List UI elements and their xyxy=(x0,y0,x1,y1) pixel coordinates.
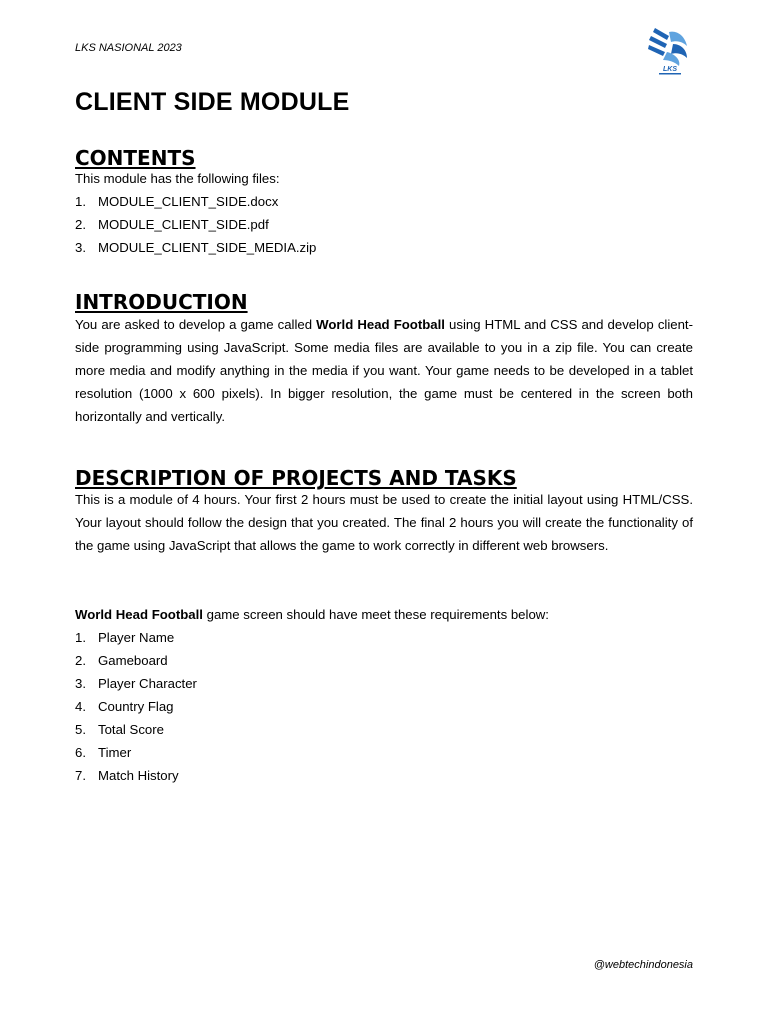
list-item-text: Match History xyxy=(98,768,179,783)
list-number: 5. xyxy=(75,722,86,737)
lks-logo xyxy=(645,22,695,76)
page-title: CLIENT SIDE MODULE xyxy=(75,88,350,116)
intro-game-name: World Head Football xyxy=(316,317,445,332)
req-game-name: World Head Football xyxy=(75,607,203,622)
intro-text-before: You are asked to develop a game called xyxy=(75,317,317,332)
list-number: 3. xyxy=(75,240,86,255)
requirement-item xyxy=(75,764,197,787)
list-item-text: MODULE_CLIENT_SIDE_MEDIA.zip xyxy=(98,240,317,255)
requirement-item xyxy=(75,649,197,672)
intro-text-after: using HTML and CSS and develop client-side programming using JavaScript. Some media files are available to you in a zip file. You can create more media and modify anything in the media if you want. Your game needs to be developed in a tablet resolution (1000 x 600 pixels). In bigger resolution, the game must be centered in the screen both horizontally and vertically. xyxy=(75,317,693,424)
file-list xyxy=(75,190,316,259)
list-number: 4. xyxy=(75,699,86,714)
list-item-text: Player Name xyxy=(98,630,175,645)
introduction-paragraph xyxy=(75,313,693,428)
list-item-text: MODULE_CLIENT_SIDE.pdf xyxy=(98,217,269,232)
list-number: 2. xyxy=(75,217,86,232)
requirement-item xyxy=(75,695,197,718)
list-number: 6. xyxy=(75,745,86,760)
requirements-intro xyxy=(75,603,693,626)
req-text: game screen should have meet these requirements below: xyxy=(202,607,549,622)
description-heading: DESCRIPTION OF PROJECTS AND TASKS xyxy=(75,466,517,490)
logo-text: LKS xyxy=(663,66,677,73)
list-item-text: Player Character xyxy=(98,676,197,691)
contents-heading: CONTENTS xyxy=(75,146,196,170)
requirement-item xyxy=(75,626,197,649)
requirements-list xyxy=(75,626,197,787)
file-list-item xyxy=(75,190,316,213)
file-list-item xyxy=(75,236,316,259)
file-list-item xyxy=(75,213,316,236)
introduction-heading: INTRODUCTION xyxy=(75,290,248,314)
list-number: 1. xyxy=(75,194,86,209)
list-item-text: MODULE_CLIENT_SIDE.docx xyxy=(98,194,279,209)
description-paragraph: This is a module of 4 hours. Your first 2 hours must be used to create the initial layout using HTML/CSS. Your layout should follow the design that you created. The final 2 hours you will create the functionality of the game using JavaScript that allows the game to work correctly in different web browsers. xyxy=(75,492,693,553)
contents-intro: This module has the following files: xyxy=(75,171,280,186)
document-page xyxy=(75,0,693,1024)
requirement-item xyxy=(75,718,197,741)
list-item-text: Gameboard xyxy=(98,653,168,668)
list-number: 3. xyxy=(75,676,86,691)
list-item-text: Country Flag xyxy=(98,699,174,714)
list-item-text: Total Score xyxy=(98,722,164,737)
requirement-item xyxy=(75,741,197,764)
list-number: 1. xyxy=(75,630,86,645)
footer-handle: @webtechindonesia xyxy=(593,959,693,971)
list-number: 7. xyxy=(75,768,86,783)
header-label: LKS NASIONAL 2023 xyxy=(75,42,182,54)
list-item-text: Timer xyxy=(98,745,132,760)
list-number: 2. xyxy=(75,653,86,668)
requirement-item xyxy=(75,672,197,695)
